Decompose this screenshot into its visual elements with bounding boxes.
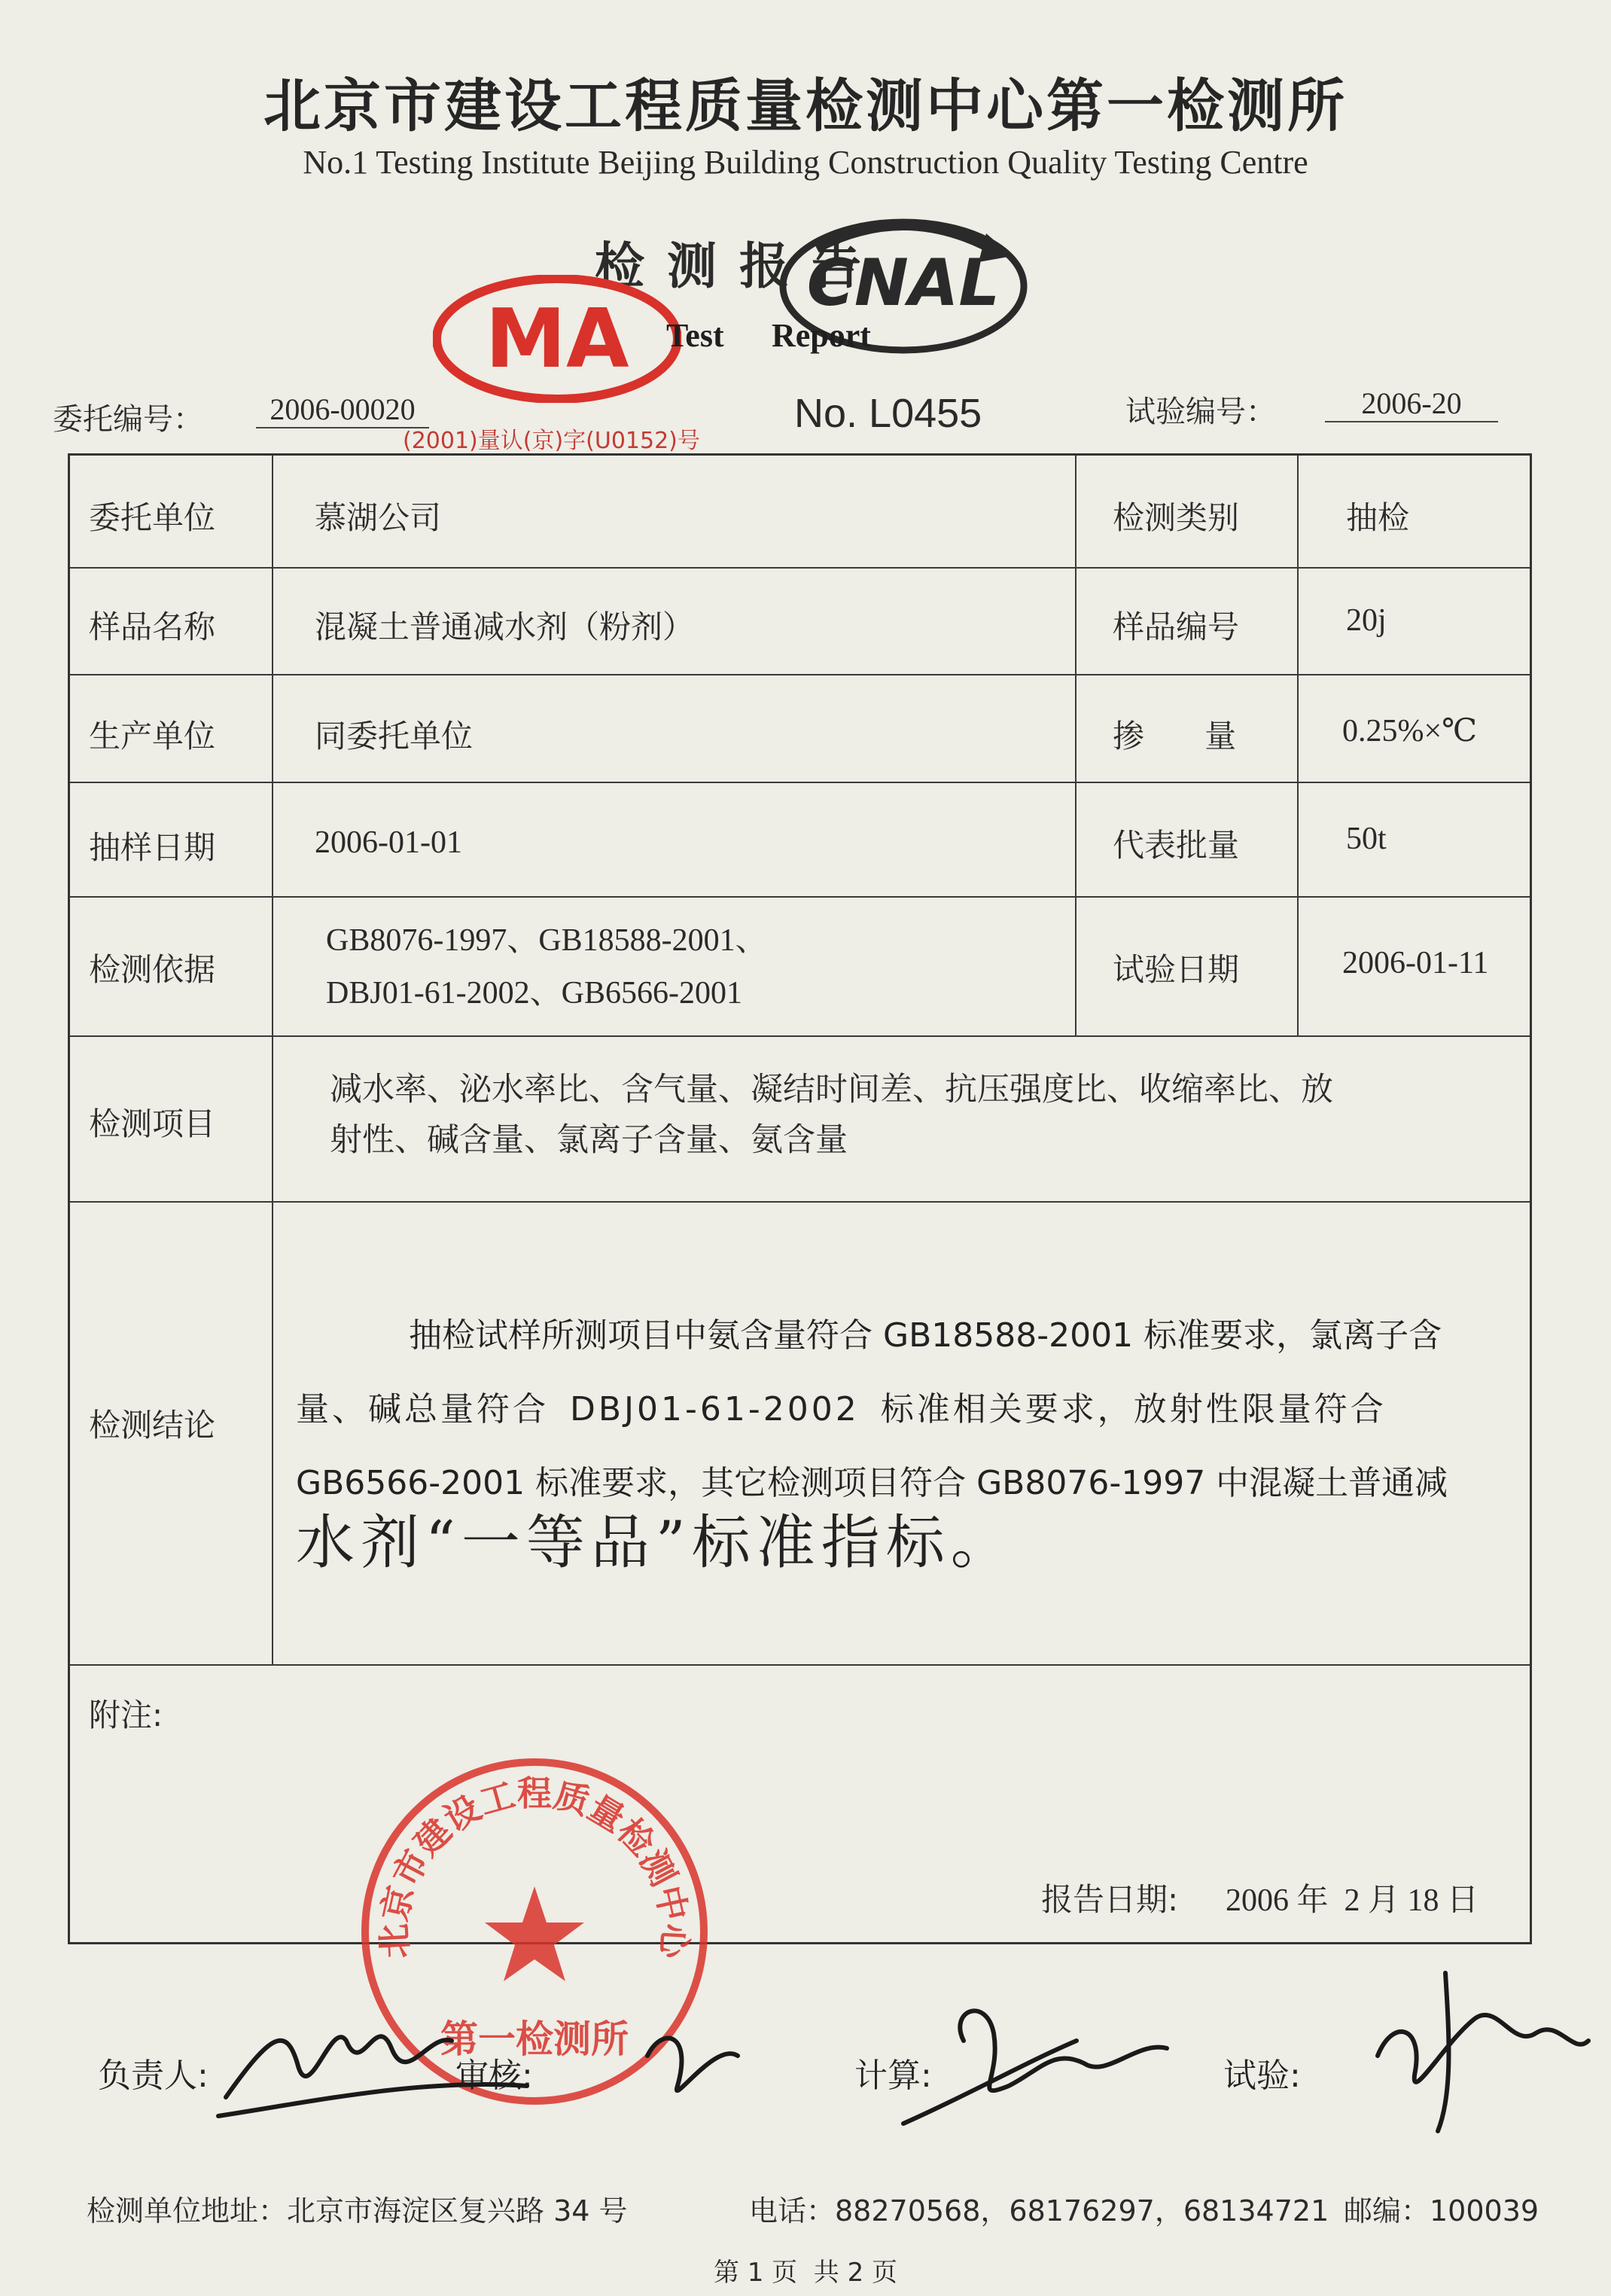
entrust-no-label: 委托编号： [53,402,203,437]
test-no: 2006-20 [1325,386,1498,422]
report-table [68,453,1532,1944]
institute-name-cn: 北京市建设工程质量检测中心第一检测所 [263,72,1348,139]
cma-license-no: (2001)量认(京)字(U0152)号 [403,428,700,454]
basis-line1: GB8076-1997、GB18588-2001、 [326,923,767,958]
cma-logo-text: MA [485,292,629,386]
test-date-label: 试验日期 [1113,951,1240,988]
phone: 电话：88270568，68176297，68134721 [749,2194,1329,2227]
items-line2: 射性、碱含量、氯离子含量、氨含量 [330,1121,848,1159]
calc-label: 计算: [854,2057,932,2095]
report-date-value: 2006 年 2 月 18 日 [1226,1883,1479,1918]
cnal-logo-text: CNAL [806,245,1000,321]
report-number: No. L0455 [794,391,982,436]
entrust-no: 2006-00020 [256,392,429,428]
dosage-value: 0.25%×℃ [1342,714,1478,749]
seal-ring-text: 北京市建设工程质量检测中心 [373,1773,696,1960]
conclusion-line3: GB6566-2001 标准要求，其它检测项目符合 GB8076-1997 中混凝土普通减 [296,1464,1448,1502]
client-value: 慕湖公司 [315,499,442,536]
conclusion-line4: 水剂“一等品”标准指标。 [296,1509,1016,1577]
batch-value: 50t [1346,822,1387,856]
client-label: 委托单位 [89,499,216,536]
sample-no-value: 20j [1346,603,1387,638]
items-label: 检测项目 [89,1105,216,1142]
postcode: 邮编：100039 [1344,2194,1539,2227]
items-line1: 减水率、泌水率比、含气量、凝结时间差、抗压强度比、收缩率比、放 [330,1071,1333,1108]
basis-line2: DBJ01-61-2002、GB6566-2001 [326,976,742,1011]
test-label: 试验: [1223,2057,1301,2095]
responsible-label: 负责人: [98,2057,209,2095]
sampling-date-label: 抽样日期 [89,829,216,866]
test-type-value: 抽检 [1346,499,1410,536]
page-number: 第 1 页 共 2 页 [713,2258,898,2288]
address: 检测单位地址：北京市海淀区复兴路 34 号 [87,2194,628,2227]
institute-name-en: No.1 Testing Institute Beijing Building Construction Quality Testing Centre [303,144,1308,181]
handwritten-signatures [0,1928,1611,2154]
test-type-label: 检测类别 [1113,499,1240,536]
batch-label: 代表批量 [1113,827,1240,864]
conclusion-label: 检测结论 [89,1407,216,1444]
sample-name-label: 样品名称 [89,608,216,645]
remarks-label: 附注: [89,1697,163,1733]
test-no-label: 试验编号： [1125,395,1276,429]
producer-value: 同委托单位 [315,718,474,755]
dosage-label: 掺 量 [1113,718,1237,755]
report-word: Report [772,317,871,354]
report-date-label: 报告日期: [1041,1881,1179,1918]
conclusion-line2: 量、碱总量符合 DBJ01-61-2002 标准相关要求，放射性限量符合 [296,1390,1387,1429]
sample-no-label: 样品编号 [1113,608,1240,645]
producer-label: 生产单位 [89,718,216,755]
cma-logo [433,275,681,403]
test-word: Test [666,317,724,354]
basis-label: 检测依据 [89,951,216,988]
conclusion-line1: 抽检试样所测项目中氨含量符合 GB18588-2001 标准要求，氯离子含 [409,1316,1442,1355]
test-date-value: 2006-01-11 [1342,946,1489,980]
report-title: 检测报告 [595,237,884,295]
review-label: 审核: [455,2057,533,2095]
sampling-date-value: 2006-01-01 [315,825,462,860]
seal-bottom-text: 第一检测所 [440,2017,629,2061]
sample-name-value: 混凝土普通减水剂（粉剂） [315,608,695,645]
